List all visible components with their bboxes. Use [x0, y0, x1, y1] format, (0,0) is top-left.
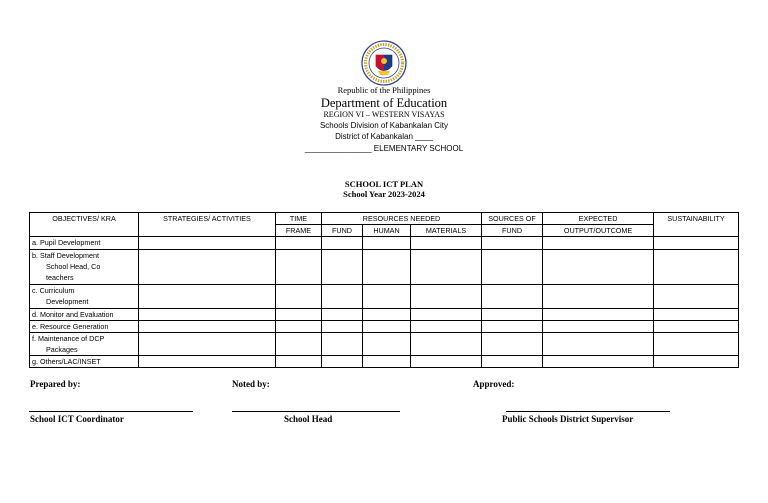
school-year: School Year 2023-2024	[343, 189, 425, 199]
deped-seal-icon	[359, 40, 409, 86]
col-expected-output: OUTPUT/OUTCOME	[543, 225, 654, 237]
col-resources: RESOURCES NEEDED	[322, 213, 482, 225]
col-strategies: STRATEGIES/ ACTIVITIES	[139, 213, 276, 237]
col-time: TIME	[276, 213, 322, 225]
prepared-by-label: Prepared by:	[30, 379, 81, 389]
signature-line-head	[232, 411, 400, 412]
table-row	[30, 285, 739, 309]
table-row	[30, 321, 739, 333]
col-expected: EXPECTED	[543, 213, 654, 225]
table-row	[30, 309, 739, 321]
signature-line-supervisor	[506, 411, 670, 412]
ict-plan-table	[29, 212, 739, 368]
col-fund: FUND	[322, 225, 363, 237]
kra-cell: a. Pupil Development	[30, 237, 139, 250]
supervisor-title: Public Schools District Supervisor	[502, 414, 634, 424]
col-human: HUMAN	[363, 225, 411, 237]
approved-label: Approved:	[473, 379, 515, 389]
kra-cell: b. Staff Development School Head, Co teachers	[30, 250, 139, 285]
kra-cell: g. Others/LAC/INSET	[30, 356, 139, 368]
table-row	[30, 356, 739, 368]
table-row	[30, 237, 739, 250]
table-row	[30, 250, 739, 285]
coordinator-title: School ICT Coordinator	[30, 414, 124, 424]
kra-cell: d. Monitor and Evaluation	[30, 309, 139, 321]
kra-cell: c. Curriculum Development	[30, 285, 139, 309]
republic-text: Republic of the Philippines	[337, 85, 431, 95]
col-sources-fund: FUND	[482, 225, 543, 237]
col-materials: MATERIALS	[411, 225, 482, 237]
district-text: District of Kabankalan ____	[335, 132, 433, 141]
head-title: School Head	[284, 414, 333, 424]
col-sources: SOURCES OF	[482, 213, 543, 225]
noted-by-label: Noted by:	[232, 379, 270, 389]
kra-cell: e. Resource Generation	[30, 321, 139, 333]
col-time-frame: FRAME	[276, 225, 322, 237]
kra-cell: f. Maintenance of DCP Packages	[30, 333, 139, 356]
department-title: Department of Education	[320, 96, 448, 110]
plan-title: SCHOOL ICT PLAN	[344, 179, 424, 189]
col-sustainability: SUSTAINABILITY	[654, 213, 739, 237]
col-objectives: OBJECTIVES/ KRA	[30, 213, 139, 237]
region-text: REGION VI – WESTERN VISAYAS	[323, 110, 445, 119]
division-text: Schools Division of Kabankalan City	[319, 121, 449, 130]
school-text: _______________ ELEMENTARY SCHOOL	[304, 144, 464, 153]
signature-line-coordinator	[29, 411, 193, 412]
table-row	[30, 333, 739, 356]
